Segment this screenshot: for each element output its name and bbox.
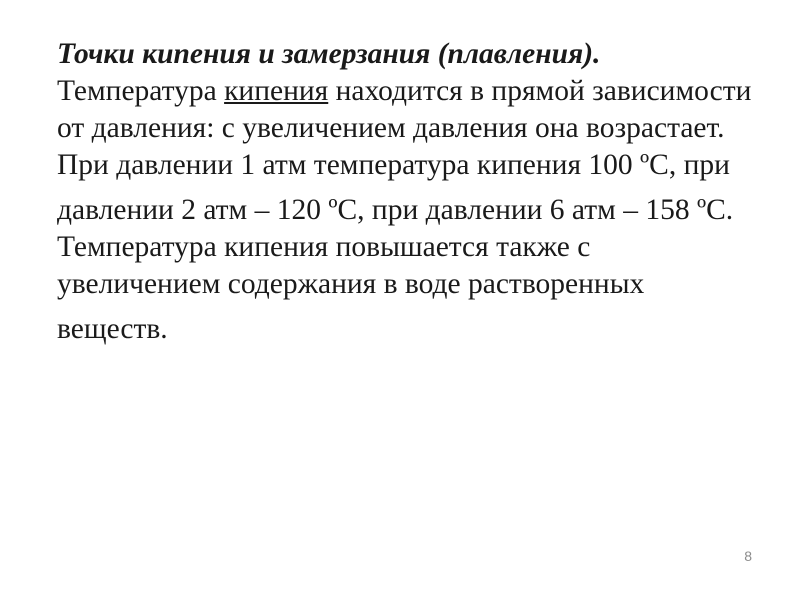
- page-number: 8: [744, 548, 752, 564]
- underlined-term: кипения: [224, 75, 329, 107]
- paragraph-3: веществ.: [57, 313, 168, 345]
- text-fragment: Температура: [57, 75, 225, 107]
- paragraph-2: давлении 2 атм – 120 ºС, при давлении 6 атм – 158 ºС. Температура кипения повышается также с увеличением содержания в воде растворенных: [57, 194, 734, 300]
- slide-body: [57, 36, 757, 348]
- section-heading: Точки кипения и замерзания (плавления).: [57, 38, 601, 70]
- text-fragment: находится в прямой зависимости от давления: с увеличением давления она возрастает. При давлении 1 атм температура кипения 100 ºС, при: [57, 75, 752, 181]
- paragraph-1: [57, 36, 757, 184]
